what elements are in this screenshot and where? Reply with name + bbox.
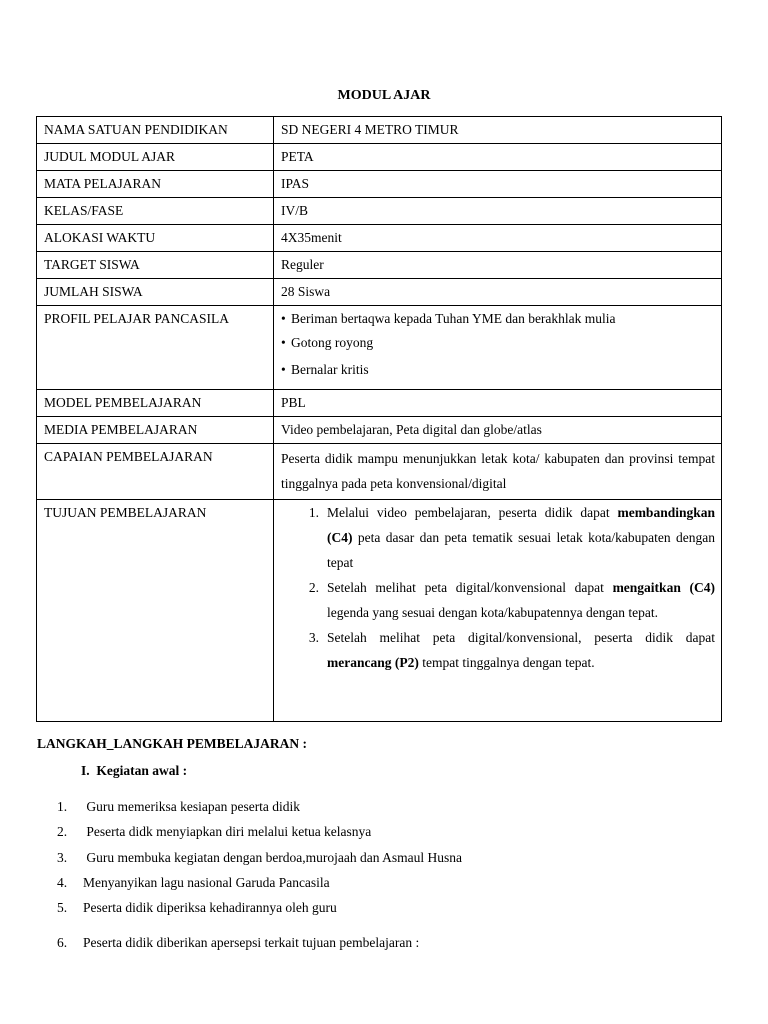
row-value: PBL	[274, 390, 722, 417]
row-label: MATA PELAJARAN	[37, 171, 274, 198]
row-value: IV/B	[274, 198, 722, 225]
subsection-heading: I. Kegiatan awal :	[81, 763, 188, 778]
row-label: NAMA SATUAN PENDIDIKAN	[37, 117, 274, 144]
list-item: • Beriman bertaqwa kepada Tuhan YME dan berakhlak mulia	[281, 308, 715, 329]
table-row	[37, 171, 722, 198]
bullet-icon: •	[281, 311, 286, 326]
row-value: PETA	[274, 144, 722, 171]
row-label: KELAS/FASE	[37, 198, 274, 225]
table-row-capaian	[37, 444, 722, 500]
list-item: 5. Peserta didik diperiksa kehadirannya oleh guru	[57, 900, 337, 916]
table-row	[37, 117, 722, 144]
list-item: 3. Setelah melihat peta digital/konvensional, peserta didik dapat merancang (P2) tempat tinggalnya dengan tepat.	[308, 630, 715, 670]
row-value: IPAS	[274, 171, 722, 198]
table-row-tujuan	[37, 500, 722, 722]
profil-bullet-list	[281, 308, 715, 383]
table-row	[37, 144, 722, 171]
tujuan-list	[281, 500, 715, 675]
row-label: ALOKASI WAKTU	[37, 225, 274, 252]
list-item: 1. Guru memeriksa kesiapan peserta didik	[57, 799, 301, 814]
row-label: CAPAIAN PEMBELAJARAN	[37, 444, 274, 500]
table-row	[37, 390, 722, 417]
list-item: 1. Melalui video pembelajaran, peserta didik dapat membandingkan (C4) peta dasar dan peta tematik sesuai letak kota/kabupaten dengan tepat	[308, 505, 715, 570]
row-label: MODEL PEMBELAJARAN	[37, 390, 274, 417]
row-label: JUMLAH SISWA	[37, 279, 274, 306]
table-row	[37, 279, 722, 306]
row-value: Peserta didik mampu menunjukkan letak kota/ kabupaten dan provinsi tempat tinggalnya pada peta konvensional/digital	[274, 444, 722, 500]
row-value: SD NEGERI 4 METRO TIMUR	[274, 117, 722, 144]
table-row	[37, 198, 722, 225]
row-label: MEDIA PEMBELAJARAN	[37, 417, 274, 444]
row-value: 4X35menit	[274, 225, 722, 252]
row-label: TARGET SISWA	[37, 252, 274, 279]
list-item: 2. Setelah melihat peta digital/konvensional dapat mengaitkan (C4) legenda yang sesuai dengan kota/kabupatennya dengan tepat.	[308, 580, 715, 620]
list-item: 3. Guru membuka kegiatan dengan berdoa,murojaah dan Asmaul Husna	[57, 849, 463, 865]
table-row	[37, 417, 722, 444]
list-item: • Bernalar kritis	[281, 356, 715, 383]
row-label: TUJUAN PEMBELAJARAN	[37, 500, 274, 722]
list-item: 6. Peserta didik diberikan apersepsi terkait tujuan pembelajaran :	[57, 935, 420, 951]
steps-list	[57, 796, 462, 958]
table-row-profil	[37, 306, 722, 390]
page-title: MODUL AJAR	[337, 88, 431, 103]
section-heading: LANGKAH_LANGKAH PEMBELAJARAN :	[37, 736, 308, 751]
row-value: Reguler	[274, 252, 722, 279]
row-value: 28 Siswa	[274, 279, 722, 306]
row-value: Video pembelajaran, Peta digital dan globe/atlas	[274, 417, 722, 444]
table-row	[37, 252, 722, 279]
list-item: 4. Menyanyikan lagu nasional Garuda Pancasila	[57, 874, 330, 890]
list-item: • Gotong royong	[281, 329, 715, 356]
table-row	[37, 225, 722, 252]
bullet-icon: •	[281, 335, 286, 350]
modul-info-table	[36, 116, 722, 722]
list-item: 2. Peserta didk menyiapkan diri melalui ketua kelasnya	[57, 824, 372, 840]
row-label: PROFIL PELAJAR PANCASILA	[37, 306, 274, 390]
row-label: JUDUL MODUL AJAR	[37, 144, 274, 171]
row-value	[274, 306, 722, 390]
bullet-icon: •	[281, 362, 286, 377]
row-value	[274, 500, 722, 722]
